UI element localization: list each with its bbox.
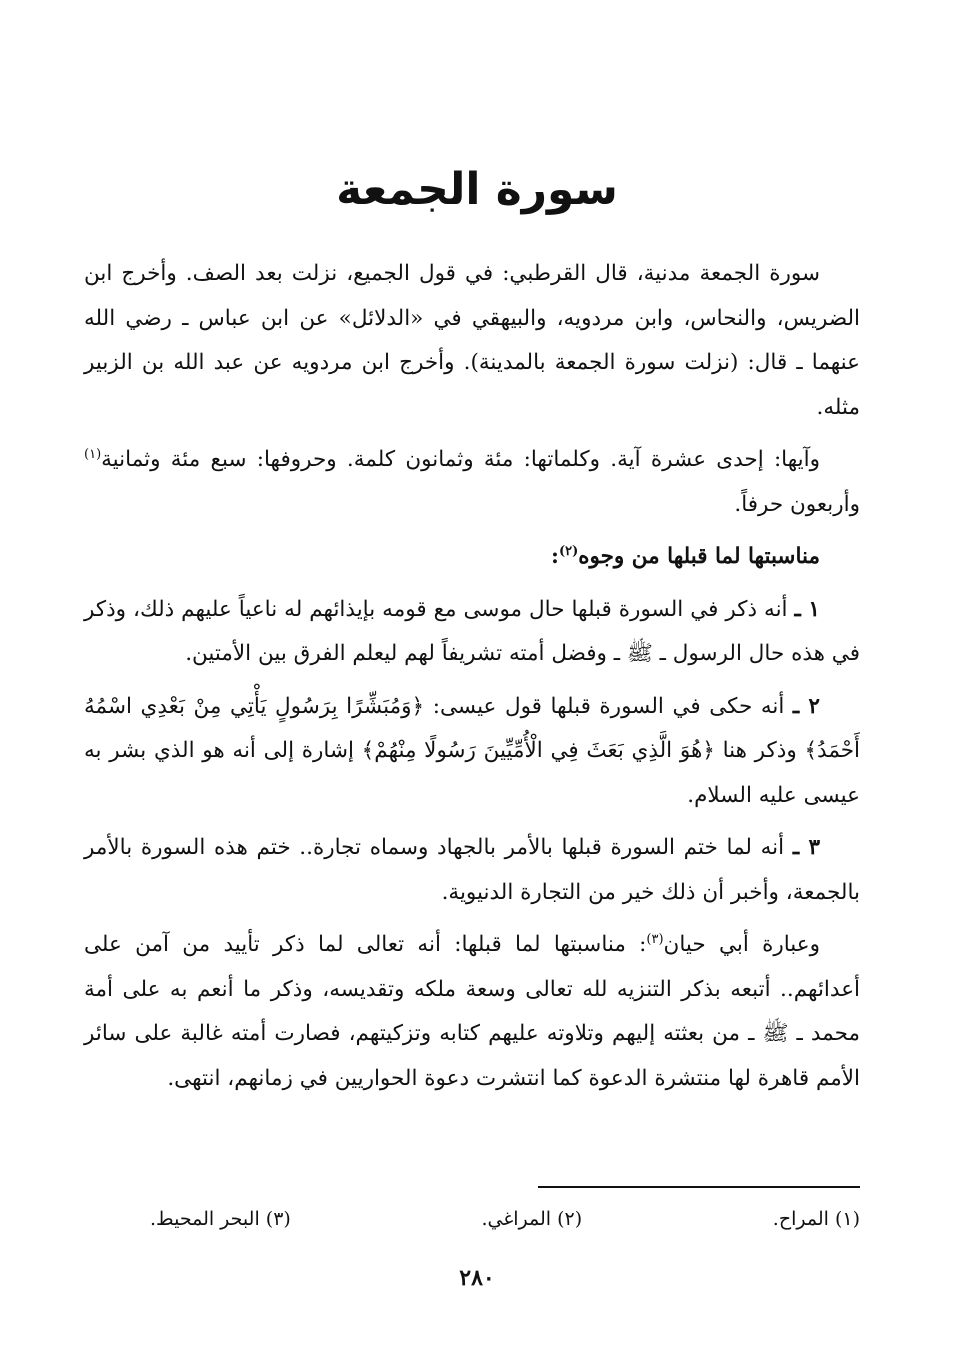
footnote-1: (١) المراح.: [772, 1208, 860, 1230]
point-two-text-end: إشارة إلى أنه هو الذي بشر به عيسى عليه السلام.: [84, 738, 860, 808]
abu-hayyan-paragraph: [84, 923, 860, 1101]
verse-count-text-end: وأربعون حرفاً.: [734, 491, 860, 517]
point-three: [84, 826, 860, 915]
footnote-3: (٣) البحر المحيط.: [150, 1208, 291, 1230]
surah-title: سورة الجمعة: [336, 164, 618, 215]
point-one-number: ١ ـ: [794, 596, 820, 622]
point-three-text: أنه لما ختم السورة قبلها بالأمر بالجهاد وسماه تجارة.. ختم هذه السورة بالأمر بالجمعة، وأخبر أن ذلك خير من التجارة الدنيوية.: [84, 835, 860, 905]
verse-count-paragraph: [84, 438, 860, 527]
page-number: ٢٨٠: [459, 1265, 495, 1291]
point-two: [84, 685, 860, 819]
point-one-text: أنه ذكر في السورة قبلها حال موسى مع قومه بإيذائهم له ناعياً عليهم ذلك، وذكر في هذه حال الرسول ـ ﷺ ـ وفضل أمته تشريفاً لهم ليعلم الفرق بين الأمتين.: [84, 596, 860, 666]
point-two-text-mid: وذكر هنا: [714, 738, 805, 763]
footnote-ref-2: (٢): [558, 543, 579, 559]
point-one: [84, 588, 860, 677]
footnote-ref-1: (١): [84, 446, 102, 462]
footnote-separator: [538, 1186, 860, 1188]
point-three-number: ٣ ـ: [792, 835, 820, 860]
footnote-ref-3: (٣): [646, 931, 664, 947]
point-two-text: أنه حكى في السورة قبلها قول عيسى:: [424, 693, 793, 719]
footnote-2: (٢) المراغي.: [481, 1208, 583, 1230]
section-heading: [84, 535, 860, 580]
main-text: [84, 252, 860, 1109]
verse-count-text: وآيها: إحدى عشرة آية. وكلماتها: مئة وثمانون كلمة. وحروفها: سبع مئة وثمانية: [101, 447, 820, 472]
quran-quote-1: ﴿وَمُبَشِّرًا بِرَسُولٍ يَأْتِي مِنْ بَعْدِي اسْمُهُ أَحْمَدُ﴾: [84, 693, 861, 763]
abu-hayyan-text-end: : مناسبتها لما قبلها: أنه تعالى لما ذكر تأييد من آمن على أعدائهم.. أتبعه بذكر التنزيه لله تعالى وسعة ملكه وتقديسه، وذكر ما أنعم به على أمة محمد ـ ﷺ ـ من بعثته إليهم وتلاوته عليهم كتابه وتزكيتهم، فصارت أمته غالبة على سائر الأمم قاهرة لها منتشرة الدعوة كما انتشرت دعوة الحواريين في زمانهم، انتهى.: [84, 932, 860, 1091]
footnotes: [150, 1204, 860, 1234]
point-two-number: ٢ ـ: [792, 693, 820, 719]
quran-quote-2: ﴿هُوَ الَّذِي بَعَثَ فِي الْأُمِّيِّينَ رَسُولًا مِنْهُمْ﴾: [361, 738, 715, 763]
section-heading-colon: :: [551, 544, 559, 569]
section-heading-text: مناسبتها لما قبلها من وجوه: [578, 544, 820, 569]
abu-hayyan-text: وعبارة أبي حيان: [663, 932, 820, 957]
intro-paragraph: سورة الجمعة مدنية، قال القرطبي: في قول الجميع، نزلت بعد الصف. وأخرج ابن الضريس، والنحاس، وابن مردويه، والبيهقي في «الدلائل» عن ابن عباس ـ رضي الله عنهما ـ قال: (نزلت سورة الجمعة بالمدينة). وأخرج ابن مردويه عن عبد الله بن الزبير مثله.: [84, 261, 860, 420]
